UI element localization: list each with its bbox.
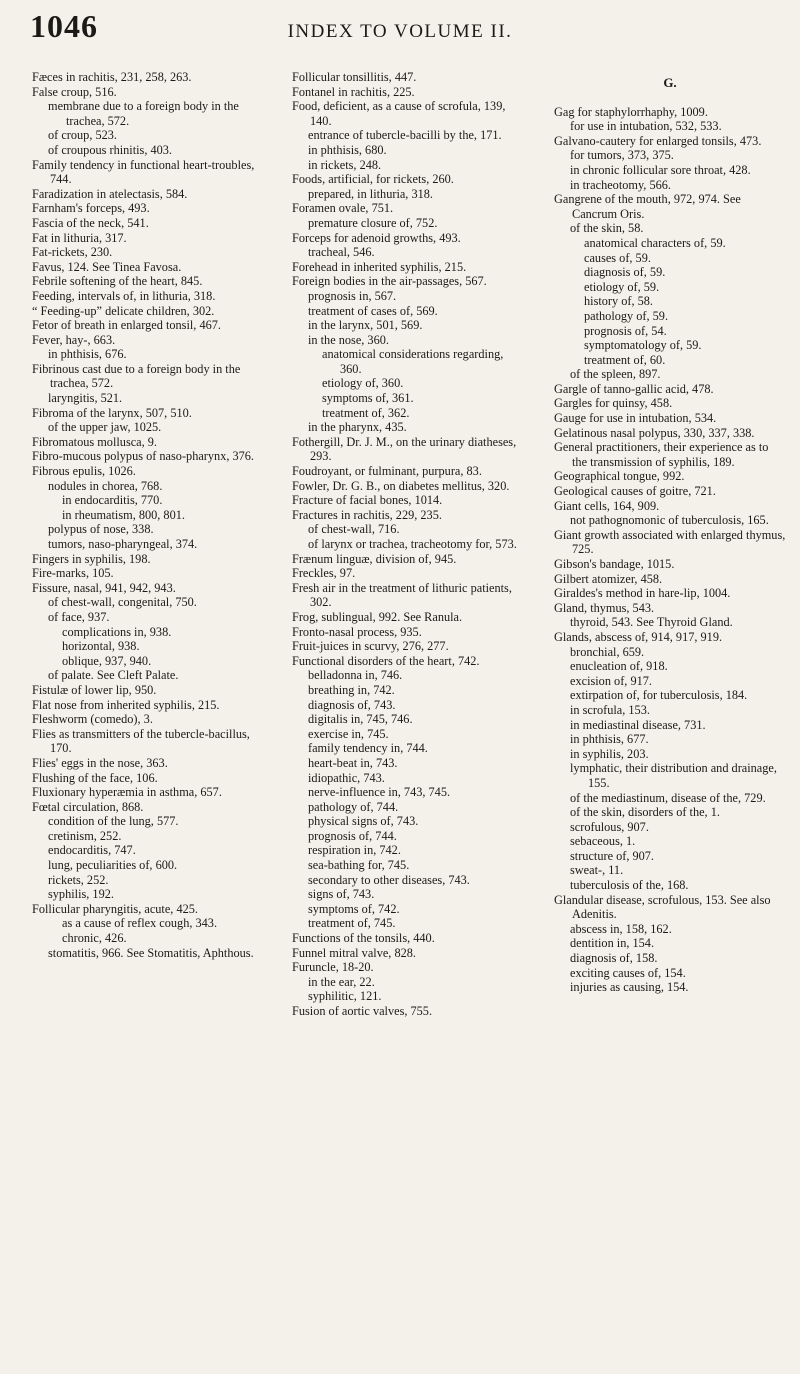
index-entry: Glands, abscess of, 914, 917, 919. <box>554 629 723 644</box>
index-entry: Gibson's bandage, 1015. <box>554 557 675 571</box>
running-title: INDEX TO VOLUME II. <box>287 21 513 42</box>
index-entry: Gargle of tanno-gallic acid, 478. <box>554 381 714 396</box>
index-entry: Food, deficient, as a cause of scrofula, 139, 140. <box>292 99 506 128</box>
index-subentry: of the spleen, 897. <box>570 367 661 382</box>
index-subentry: injuries as causing, 154. <box>570 980 689 995</box>
index-subentry: in the nose, 360. <box>308 332 389 347</box>
index-subentry: respiration in, 742. <box>308 843 401 858</box>
index-entry: Fronto-nasal process, 935. <box>292 624 422 639</box>
index-subentry: in mediastinal disease, 731. <box>570 717 706 732</box>
index-entry: Fissure, nasal, 941, 942, 943. <box>32 580 176 595</box>
index-entry: Flies as transmitters of the tubercle-bacillus, 170. <box>32 726 250 756</box>
index-subentry: anatomical characters of, 59. <box>584 235 726 250</box>
index-subentry: treatment of, 60. <box>584 352 666 367</box>
index-entry: Fleshworm (comedo), 3. <box>32 712 153 727</box>
index-entry: Fæces in rachitis, 231, 258, 263. <box>32 70 192 84</box>
index-entry: Glandular disease, scrofulous, 153. See also Adenitis. <box>554 892 771 922</box>
index-subentry: for use in intubation, 532, 533. <box>570 119 722 134</box>
index-subentry: in phthisis, 680. <box>308 142 387 157</box>
index-subentry: signs of, 743. <box>308 887 375 902</box>
index-entry: Fat-rickets, 230. <box>32 245 113 260</box>
index-entry: Giant cells, 164, 909. <box>554 498 660 513</box>
index-entry: Foods, artificial, for rickets, 260. <box>292 172 454 187</box>
index-entry: Geographical tongue, 992. <box>554 469 685 484</box>
index-subentry: laryngitis, 521. <box>48 391 123 406</box>
index-entry: Fibrinous cast due to a foreign body in the trachea, 572. <box>32 361 241 391</box>
index-subentry: in the pharynx, 435. <box>308 420 407 435</box>
index-subentry: etiology of, 360. <box>322 376 404 391</box>
index-entry: Fingers in syphilis, 198. <box>32 551 151 566</box>
index-entry: Fistulæ of lower lip, 950. <box>32 682 157 697</box>
index-subentry: belladonna in, 746. <box>308 668 403 683</box>
index-subentry: structure of, 907. <box>570 848 655 863</box>
index-subentry: causes of, 59. <box>584 250 651 265</box>
index-subentry: prognosis of, 54. <box>584 323 667 338</box>
index-subentry: nerve-influence in, 743, 745. <box>308 785 451 800</box>
index-entry: False croup, 516. <box>32 84 117 99</box>
index-subentry: of chest-wall, 716. <box>308 522 400 537</box>
index-subentry: prepared, in lithuria, 318. <box>308 186 433 201</box>
index-entry: Family tendency in functional heart-troubles, 744. <box>32 157 255 187</box>
index-subentry: thyroid, 543. See Thyroid Gland. <box>570 615 733 630</box>
index-entry: Gland, thymus, 543. <box>554 600 655 615</box>
index-column-1 <box>32 70 264 960</box>
index-entry: Gelatinous nasal polypus, 330, 337, 338. <box>554 425 755 440</box>
index-subentry: of the skin, 58. <box>570 221 644 236</box>
index-subentry: of the mediastinum, disease of the, 729. <box>570 790 766 805</box>
index-entry: Furuncle, 18-20. <box>292 960 374 975</box>
index-subentry: lung, peculiarities of, 600. <box>48 858 178 873</box>
index-subentry: dentition in, 154. <box>570 936 655 951</box>
index-subentry: exercise in, 745. <box>308 726 389 741</box>
index-subentry: diagnosis of, 59. <box>584 265 666 280</box>
index-subentry: heart-beat in, 743. <box>308 755 398 770</box>
index-column-2 <box>292 70 524 1019</box>
index-subentry: lymphatic, their distribution and drainage, 155. <box>570 761 777 790</box>
index-subentry: symptomatology of, 59. <box>584 338 702 353</box>
index-subentry: entrance of tubercle-bacilli by the, 171. <box>308 128 502 143</box>
index-subentry: in tracheotomy, 566. <box>570 177 671 192</box>
index-subentry: anatomical considerations regarding, 360. <box>322 347 504 376</box>
index-entry: Giraldes's method in hare-lip, 1004. <box>554 586 731 601</box>
index-subentry: cretinism, 252. <box>48 828 122 843</box>
index-entry: Fracture of facial bones, 1014. <box>292 493 443 508</box>
index-column-3 <box>554 70 786 995</box>
index-subentry: of face, 937. <box>48 609 110 624</box>
index-subentry: pathology of, 59. <box>584 308 669 323</box>
index-subentry: not pathognomonic of tuberculosis, 165. <box>570 513 769 528</box>
index-subentry: treatment of cases of, 569. <box>308 303 438 318</box>
index-entry: “ Feeding-up” delicate children, 302. <box>32 303 215 318</box>
index-entry: Fluxionary hyperæmia in asthma, 657. <box>32 785 222 800</box>
index-subentry: family tendency in, 744. <box>308 741 428 756</box>
index-entry: Follicular pharyngitis, acute, 425. <box>32 901 198 916</box>
index-entry: Gargles for quinsy, 458. <box>554 396 673 411</box>
index-entry: Geological causes of goitre, 721. <box>554 484 716 499</box>
index-entry: Fibro-mucous polypus of naso-pharynx, 376. <box>32 449 255 464</box>
index-entry: Febrile softening of the heart, 845. <box>32 274 203 289</box>
index-subentry: oblique, 937, 940. <box>62 653 152 668</box>
index-entry: Follicular tonsillitis, 447. <box>292 70 417 84</box>
index-subentry: premature closure of, 752. <box>308 215 438 230</box>
index-entry: Flat nose from inherited syphilis, 215. <box>32 697 220 712</box>
index-entry: Freckles, 97. <box>292 566 356 581</box>
index-subentry: in phthisis, 676. <box>48 347 127 362</box>
index-entries <box>554 105 786 995</box>
index-subentry: polypus of nose, 338. <box>48 522 154 537</box>
index-subentry: condition of the lung, 577. <box>48 814 179 829</box>
index-entry: Fresh air in the treatment of lithuric patients, 302. <box>292 580 512 610</box>
index-subentry: abscess in, 158, 162. <box>570 921 672 936</box>
index-entry: Fetor of breath in enlarged tonsil, 467. <box>32 318 221 333</box>
index-subentry: exciting causes of, 154. <box>570 965 686 980</box>
index-subentry: etiology of, 59. <box>584 279 660 294</box>
index-entry: Foreign bodies in the air-passages, 567. <box>292 274 487 289</box>
index-subentry: in rickets, 248. <box>308 157 382 172</box>
index-entry: Forehead in inherited syphilis, 215. <box>292 259 467 274</box>
index-entry: Fusion of aortic valves, 755. <box>292 1004 433 1018</box>
index-entry: Fascia of the neck, 541. <box>32 215 149 230</box>
index-entry: Fractures in rachitis, 229, 235. <box>292 507 442 522</box>
index-subentry: sebaceous, 1. <box>570 834 636 849</box>
index-subentry: horizontal, 938. <box>62 639 140 654</box>
index-subentry: stomatitis, 966. See Stomatitis, Aphthous. <box>48 945 254 960</box>
index-subentry: syphilis, 192. <box>48 887 114 902</box>
index-subentry: symptoms of, 361. <box>322 391 414 406</box>
index-subentry: in syphilis, 203. <box>570 746 649 761</box>
index-entry: Flushing of the face, 106. <box>32 770 158 785</box>
index-subentry: sea-bathing for, 745. <box>308 858 410 873</box>
index-entry: Frog, sublingual, 992. See Ranula. <box>292 609 463 624</box>
index-subentry: in rheumatism, 800, 801. <box>62 507 185 522</box>
index-entry: Gilbert atomizer, 458. <box>554 571 663 586</box>
index-subentry: of chest-wall, congenital, 750. <box>48 595 197 610</box>
index-subentry: for tumors, 373, 375. <box>570 148 674 163</box>
index-subentry: symptoms of, 742. <box>308 901 400 916</box>
index-subentry: prognosis of, 744. <box>308 828 397 843</box>
index-entry: Foudroyant, or fulminant, purpura, 83. <box>292 464 482 479</box>
index-subentry: tuberculosis of the, 168. <box>570 878 689 893</box>
index-entry: Fibroma of the larynx, 507, 510. <box>32 405 192 420</box>
index-entry: Feeding, intervals of, in lithuria, 318. <box>32 288 216 303</box>
index-subentry: in scrofula, 153. <box>570 702 650 717</box>
index-subentry: excision of, 917. <box>570 673 652 688</box>
index-subentry: secondary to other diseases, 743. <box>308 872 470 887</box>
index-subentry: in phthisis, 677. <box>570 732 649 747</box>
index-entry: Giant growth associated with enlarged thymus, 725. <box>554 527 786 557</box>
index-entry: Fowler, Dr. G. B., on diabetes mellitus, 320. <box>292 478 510 493</box>
index-subentry: idiopathic, 743. <box>308 770 385 785</box>
index-entry: Fat in lithuria, 317. <box>32 230 127 245</box>
index-subentry: extirpation of, for tuberculosis, 184. <box>570 688 748 703</box>
index-subentry: sweat-, 11. <box>570 863 624 878</box>
index-subentry: prognosis in, 567. <box>308 288 397 303</box>
index-entry: Functional disorders of the heart, 742. <box>292 653 480 668</box>
running-header <box>30 8 770 48</box>
index-entry: Fire-marks, 105. <box>32 566 114 581</box>
index-subentry: as a cause of reflex cough, 343. <box>62 916 218 931</box>
index-entry: Galvano-cautery for enlarged tonsils, 473. <box>554 133 762 148</box>
index-entry: Foramen ovale, 751. <box>292 201 394 216</box>
index-subentry: membrane due to a foreign body in the trachea, 572. <box>48 99 239 128</box>
index-subentry: of croupous rhinitis, 403. <box>48 142 172 157</box>
index-subentry: of croup, 523. <box>48 128 117 143</box>
index-subentry: breathing in, 742. <box>308 682 395 697</box>
index-entry: Forceps for adenoid growths, 493. <box>292 230 461 245</box>
index-entry: Frænum linguæ, division of, 945. <box>292 551 457 566</box>
index-subentry: enucleation of, 918. <box>570 659 668 674</box>
index-subentry: endocarditis, 747. <box>48 843 136 858</box>
index-subentry: in the ear, 22. <box>308 974 375 989</box>
index-subentry: in chronic follicular sore throat, 428. <box>570 162 751 177</box>
index-entry: Farnham's forceps, 493. <box>32 201 150 216</box>
index-entry: Flies' eggs in the nose, 363. <box>32 755 168 770</box>
index-entry: Fothergill, Dr. J. M., on the urinary diatheses, 293. <box>292 434 517 464</box>
index-subentry: pathology of, 744. <box>308 799 399 814</box>
index-entries <box>292 70 524 1019</box>
index-entry: Fontanel in rachitis, 225. <box>292 84 415 99</box>
index-subentry: rickets, 252. <box>48 872 109 887</box>
section-letter: G. <box>663 75 677 90</box>
index-subentry: digitalis in, 745, 746. <box>308 712 413 727</box>
index-subentry: treatment of, 362. <box>322 405 410 420</box>
page-number: 1046 <box>30 8 98 44</box>
index-entry: Gag for staphylorrhaphy, 1009. <box>554 104 708 119</box>
index-subentry: tumors, naso-pharyngeal, 374. <box>48 537 198 551</box>
index-subentry: nodules in chorea, 768. <box>48 478 163 493</box>
index-entry: Fœtal circulation, 868. <box>32 799 144 814</box>
index-entry: Fibromatous mollusca, 9. <box>32 434 158 449</box>
index-entry: Fruit-juices in scurvy, 276, 277. <box>292 639 449 654</box>
index-subentry: physical signs of, 743. <box>308 814 419 829</box>
index-subentry: of palate. See Cleft Palate. <box>48 668 179 683</box>
index-subentry: history of, 58. <box>584 294 653 309</box>
index-entry: Fibrous epulis, 1026. <box>32 464 136 479</box>
index-subentry: treatment of, 745. <box>308 916 396 931</box>
index-entry: Gangrene of the mouth, 972, 974. See Cancrum Oris. <box>554 192 741 221</box>
index-subentry: of the upper jaw, 1025. <box>48 420 162 435</box>
index-subentry: bronchial, 659. <box>570 644 645 659</box>
index-subentry: of the skin, disorders of the, 1. <box>570 805 720 820</box>
index-subentry: chronic, 426. <box>62 931 127 946</box>
index-subentry: syphilitic, 121. <box>308 989 382 1004</box>
index-subentry: in the larynx, 501, 569. <box>308 318 423 333</box>
index-entry: Gauge for use in intubation, 534. <box>554 411 717 426</box>
index-entry: General practitioners, their experience as to the transmission of syphilis, 189. <box>554 440 769 469</box>
index-entry: Favus, 124. See Tinea Favosa. <box>32 259 182 274</box>
index-entry: Fever, hay-, 663. <box>32 332 116 347</box>
index-subentry: in endocarditis, 770. <box>62 493 163 508</box>
index-entries <box>32 70 264 960</box>
index-subentry: diagnosis of, 743. <box>308 697 396 712</box>
index-subentry: of larynx or trachea, tracheotomy for, 573. <box>308 537 517 551</box>
index-subentry: complications in, 938. <box>62 624 172 639</box>
index-entry: Faradization in atelectasis, 584. <box>32 186 188 201</box>
index-subentry: scrofulous, 907. <box>570 819 649 834</box>
index-subentry: tracheal, 546. <box>308 245 375 260</box>
index-subentry: diagnosis of, 158. <box>570 951 658 966</box>
index-entry: Functions of the tonsils, 440. <box>292 931 435 946</box>
index-entry: Funnel mitral valve, 828. <box>292 945 416 960</box>
